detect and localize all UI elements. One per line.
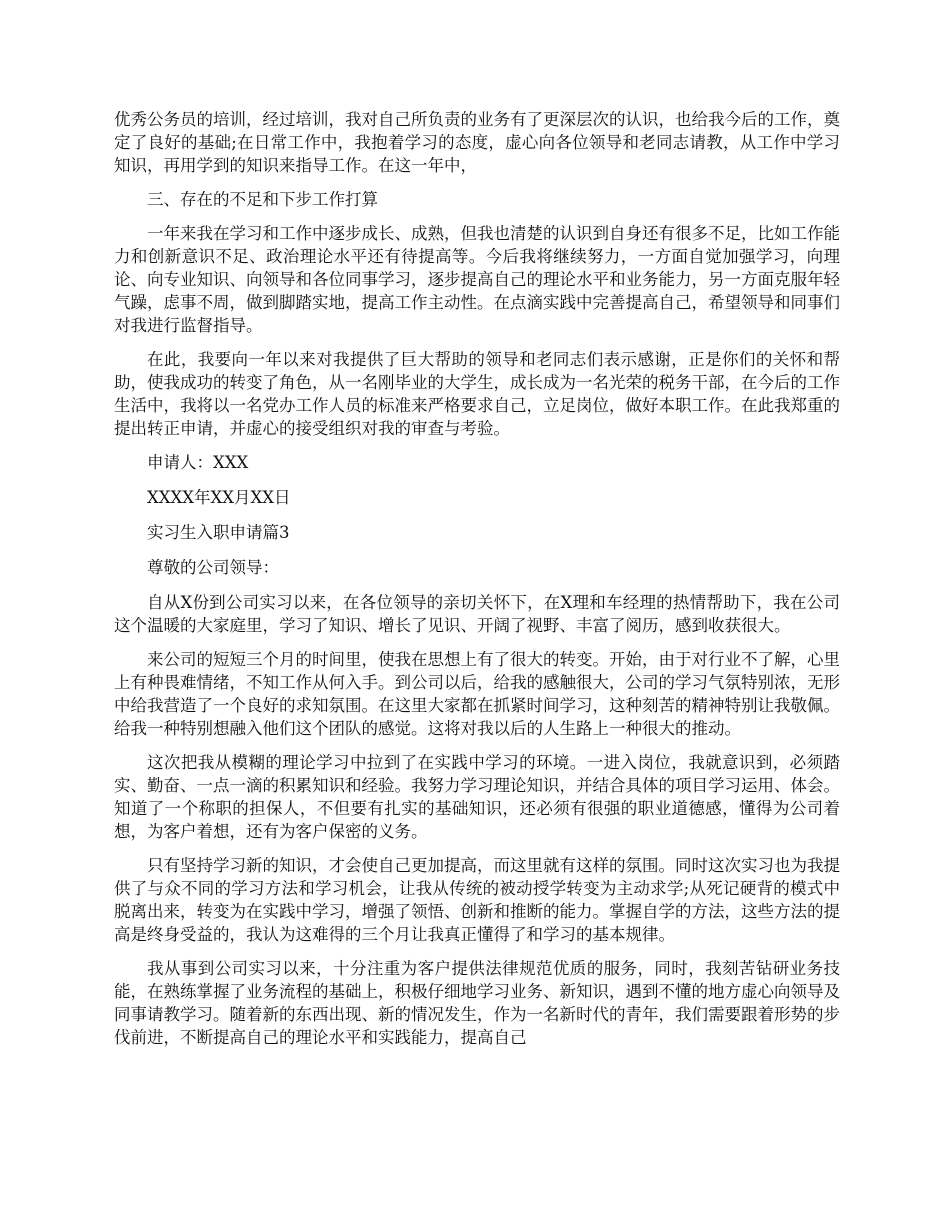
applicant-line: 申请人：XXX <box>147 453 249 472</box>
paragraph-practice: 这次把我从模糊的理论学习中拉到了在实践中学习的环境。一进入岗位，我就意识到，必须踏实、勤奋、一点一滴的积累知识和经验。我努力学习理论知识，并结合具体的项目学习运用、体会。知道了一个称职的担保人，不但要有扎实的基础知识，还必须有很强的职业道德感，懂得为公司着想，为客户着想，还有为客户保密的义务。 <box>114 753 840 841</box>
paragraph-thanks: 在此，我要向一年以来对我提供了巨大帮助的领导和老同志们表示感谢，正是你们的关怀和帮助，使我成功的转变了角色，从一名刚毕业的大学生，成长成为一名光荣的税务干部，在今后的工作生活中，我将以一名党办工作人员的标准来严格要求自己，立足岗位，做好本职工作。在此我郑重的提出转正申请，并虚心的接受组织对我的审查与考验。 <box>114 350 840 438</box>
paragraph-three-months: 来公司的短短三个月的时间里，使我在思想上有了很大的转变。开始，由于对行业不了解，心里上有种畏难情绪，不知工作从何入手。到公司以后，给我的感触很大，公司的学习气氛特别浓，无形中给我营造了一个良好的求知氛围。在这里大家都在抓紧时间学习，这种刻苦的精神特别让我敬佩。给我一种特别想融入他们这个团队的感觉。这将对我以后的人生路上一种很大的推动。 <box>114 650 840 738</box>
article-title: 实习生入职申请篇3 <box>147 523 290 542</box>
paragraph-intro: 自从X份到公司实习以来，在各位领导的亲切关怀下，在X理和车经理的热情帮助下，我在公司这个温暖的大家庭里，学习了知识、增长了见识、开阔了视野、丰富了阅历，感到收获很大。 <box>114 593 840 635</box>
section-heading-shortcomings: 三、存在的不足和下步工作打算 <box>147 190 378 209</box>
paragraph-shortcomings: 一年来我在学习和工作中逐步成长、成熟，但我也清楚的认识到自身还有很多不足，比如工作能力和创新意识不足、政治理论水平还有待提高等。今后我将继续努力，一方面自觉加强学习，向理论、向专业知识、向领导和各位同事学习，逐步提高自己的理论水平和业务能力，另一方面克服年轻气躁，虑事不周，做到脚踏实地，提高工作主动性。在点滴实践中完善提高自己，希望领导和同事们对我进行监督指导。 <box>114 224 840 335</box>
date-line: XXXX年XX月XX日 <box>147 488 291 507</box>
paragraph-learning: 只有坚持学习新的知识，才会使自己更加提高，而这里就有这样的氛围。同时这次实习也为我提供了与众不同的学习方法和学习机会，让我从传统的被动授学转变为主动求学;从死记硬背的模式中脱离出来，转变为在实践中学习，增强了领悟、创新和推断的能力。掌握自学的方法，这些方法的提高是终身受益的，我认为这难得的三个月让我真正懂得了和学习的基本规律。 <box>114 856 840 944</box>
salutation: 尊敬的公司领导： <box>147 558 279 577</box>
paragraph-training: 优秀公务员的培训，经过培训，我对自己所负责的业务有了更深层次的认识，也给我今后的工作，奠定了良好的基础;在日常工作中，我抱着学习的态度，虚心向各位领导和老同志请教，从工作中学习知识，再用学到的知识来指导工作。在这一年中， <box>114 110 840 175</box>
paragraph-service: 我从事到公司实习以来，十分注重为客户提供法律规范优质的服务，同时，我刻苦钻研业务技能，在熟练掌握了业务流程的基础上，积极仔细地学习业务、新知识，遇到不懂的地方虚心向领导及同事请教学习。随着新的东西出现、新的情况发生，作为一名新时代的青年，我们需要跟着形势的步伐前进，不断提高自己的理论水平和实践能力，提高自己 <box>114 959 840 1047</box>
document-page <box>114 108 840 1060</box>
